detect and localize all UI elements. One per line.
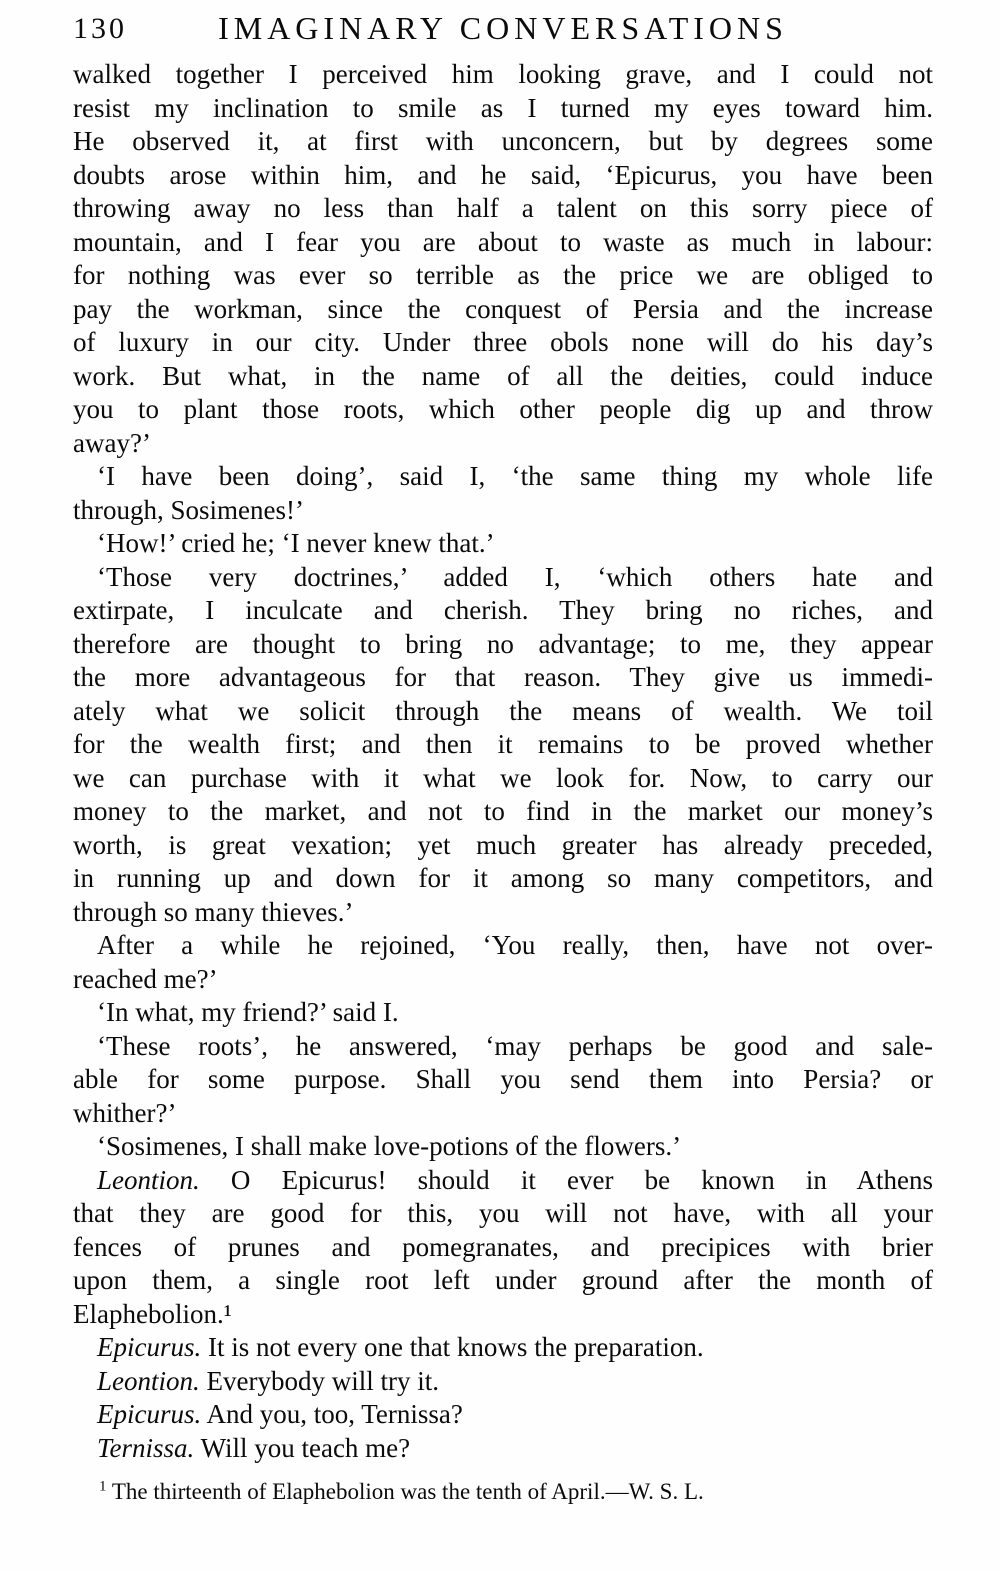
speech-text: Everybody will try it. bbox=[206, 1365, 439, 1396]
text-line: through, Sosimenes!’ bbox=[73, 494, 304, 525]
paragraph bbox=[73, 1030, 933, 1131]
text-line bbox=[73, 1432, 933, 1466]
text-line: mountain, and I fear you are about to waste as much in labour: bbox=[73, 226, 933, 257]
text-line: He observed it, at first with unconcern, but by degrees some bbox=[73, 126, 933, 156]
text-line: you to plant those roots, which other people dig up and throw bbox=[73, 394, 933, 424]
text-line: of luxury in our city. Under three obols none will do his day’s bbox=[73, 327, 933, 357]
text-line: ‘How!’ cried he; ‘I never knew that.’ bbox=[97, 528, 495, 558]
text-line: throwing away no less than half a talent on this sorry piece of bbox=[73, 193, 933, 223]
text-line: ‘These roots’, he answered, ‘may perhaps be good and sale- bbox=[97, 1030, 933, 1061]
text-line: that they are good for this, you will not have, with all your bbox=[73, 1198, 933, 1228]
text-line: ‘I have been doing’, said I, ‘the same thing my whole life bbox=[97, 461, 933, 491]
running-title: IMAGINARY CONVERSATIONS bbox=[218, 10, 788, 46]
text-line: After a while he rejoined, ‘You really, then, have not over- bbox=[97, 930, 933, 960]
paragraph bbox=[73, 929, 933, 996]
paragraph bbox=[73, 1398, 933, 1432]
text-line: doubts arose within him, and he said, ‘Epicurus, you have been bbox=[73, 159, 933, 190]
text-line: pay the workman, since the conquest of Persia and the increase bbox=[73, 293, 933, 324]
page-number: 130 bbox=[73, 12, 127, 45]
text-block bbox=[73, 58, 933, 1465]
paragraph bbox=[73, 1432, 933, 1466]
text-line: resist my inclination to smile as I turned my eyes toward him. bbox=[73, 92, 933, 123]
text-line bbox=[73, 1398, 933, 1432]
page-header bbox=[73, 8, 933, 48]
text-line: away?’ bbox=[73, 427, 151, 458]
paragraph bbox=[73, 527, 933, 561]
paragraph bbox=[73, 58, 933, 460]
text-line: ately what we solicit through the means of wealth. We toil bbox=[73, 695, 933, 726]
text-line: work. But what, in the name of all the deities, could induce bbox=[73, 360, 933, 391]
speaker-name: Leontion. bbox=[97, 1164, 200, 1195]
speaker-name: Ternissa. bbox=[97, 1432, 195, 1463]
paragraph bbox=[73, 1164, 933, 1332]
text-line: the more advantageous for that reason. They give us immedi- bbox=[73, 662, 933, 692]
text-line bbox=[73, 1164, 933, 1198]
speaker-name: Epicurus. bbox=[97, 1399, 202, 1429]
text-line: Elaphebolion.¹ bbox=[73, 1298, 232, 1329]
speech-text: It is not every one that knows the preparation. bbox=[208, 1332, 704, 1362]
text-line: for nothing was ever so terrible as the price we are obliged to bbox=[73, 260, 933, 290]
text-line: ‘Those very doctrines,’ added I, ‘which others hate and bbox=[97, 561, 933, 592]
text-line: through so many thieves.’ bbox=[73, 896, 354, 927]
text-line: money to the market, and not to find in the market our money’s bbox=[73, 796, 933, 826]
speech-text: Will you teach me? bbox=[200, 1432, 411, 1463]
footnote bbox=[73, 1478, 933, 1506]
paragraph bbox=[73, 1331, 933, 1365]
text-line: whither?’ bbox=[73, 1097, 177, 1128]
text-line: walked together I perceived him looking grave, and I could not bbox=[73, 59, 933, 89]
text-line: reached me?’ bbox=[73, 963, 218, 994]
text-line: extirpate, I inculcate and cherish. They bring no riches, and bbox=[73, 595, 933, 625]
paragraph bbox=[73, 460, 933, 527]
paragraph bbox=[73, 996, 933, 1030]
speech-text: And you, too, Ternissa? bbox=[206, 1399, 463, 1429]
speaker-name: Leontion. bbox=[97, 1365, 200, 1396]
paragraph bbox=[73, 1365, 933, 1399]
footnote-text: The thirteenth of Elaphebolion was the tenth of April.—W. S. L. bbox=[111, 1479, 704, 1504]
text-line bbox=[73, 1331, 933, 1365]
text-line: therefore are thought to bring no advantage; to me, they appear bbox=[73, 628, 933, 659]
text-line: ‘Sosimenes, I shall make love-potions of the flowers.’ bbox=[97, 1131, 682, 1161]
text-line bbox=[73, 1365, 933, 1399]
text-line: worth, is great vexation; yet much greater has already preceded, bbox=[73, 829, 933, 860]
paragraph bbox=[73, 561, 933, 930]
text-line: we can purchase with it what we look for. Now, to carry our bbox=[73, 762, 933, 793]
text-line: fences of prunes and pomegranates, and precipices with brier bbox=[73, 1231, 933, 1262]
text-line: for the wealth first; and then it remains to be proved whether bbox=[73, 729, 933, 759]
text-line: upon them, a single root left under ground after the month of bbox=[73, 1265, 933, 1295]
speech-text: O Epicurus! should it ever be known in Athens bbox=[230, 1164, 933, 1195]
text-line: able for some purpose. Shall you send them into Persia? or bbox=[73, 1064, 933, 1094]
paragraph bbox=[73, 1130, 933, 1164]
speaker-name: Epicurus. bbox=[97, 1332, 202, 1362]
footnote-marker: 1 bbox=[99, 1478, 107, 1495]
text-line: in running up and down for it among so many competitors, and bbox=[73, 863, 933, 893]
text-line: ‘In what, my friend?’ said I. bbox=[97, 997, 399, 1027]
